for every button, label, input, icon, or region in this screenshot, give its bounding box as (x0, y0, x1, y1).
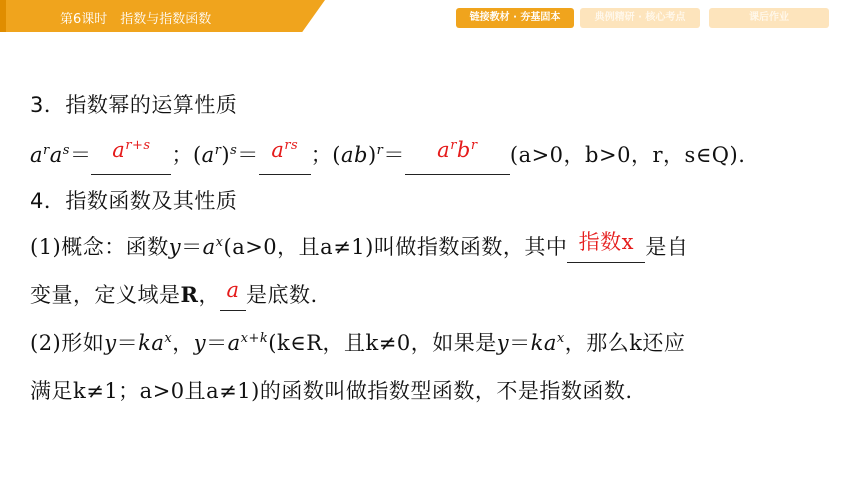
tab-core-examples[interactable]: 典例精研 · 核心考点 (580, 8, 700, 28)
header-bar (0, 0, 860, 36)
blank-variable (567, 232, 645, 263)
exponential-type-line-1: (2)形如$y=ka^x$，$y=a^{x+k}(k\in R$，且k≠0，如果是$y=ka^x$，那么k还应 (30, 331, 686, 355)
section-4-title: 4．指数函数及其性质 (30, 189, 238, 213)
answer-variable: 指数x (578, 230, 635, 254)
tab-homework[interactable]: 课后作业 (709, 8, 829, 28)
lesson-title: 第6课时 指数与指数函数 (60, 12, 212, 27)
blank-product (91, 140, 171, 175)
concept-line-1: (1)概念：函数$y=a^x(a>0$，且a≠1)叫做指数函数，其中 指数x 是自 (30, 232, 688, 266)
answer-product-power: $a^rb^r$ (437, 138, 478, 162)
blank-base (220, 280, 246, 311)
blank-product-power (405, 140, 510, 175)
exponential-type-line-2: 满足k≠1；a>0且a≠1)的函数叫做指数型函数，不是指数函数. (30, 379, 633, 403)
answer-power: $a^{rs}$ (271, 138, 299, 162)
answer-product: $a^{r+s}$ (112, 138, 151, 162)
concept-line-2: 变量，定义域是R， a 是底数. (30, 280, 318, 311)
conditions: (a>0，b>0，r，s∈Q). (509, 143, 746, 167)
answer-base: a (226, 278, 240, 302)
tab-textbook-link[interactable]: 链接教材 · 夯基固本 (456, 8, 574, 28)
power-rules-line: $a^ra^s= a^{r+s}$ ；$(a^r)^s= a^{rs}$ ；$(ab)^r= a^rb^r$ (a>0，b>0，r，s∈Q). (30, 140, 745, 175)
blank-power (259, 140, 311, 175)
section-3-title: 3．指数幂的运算性质 (30, 93, 238, 117)
